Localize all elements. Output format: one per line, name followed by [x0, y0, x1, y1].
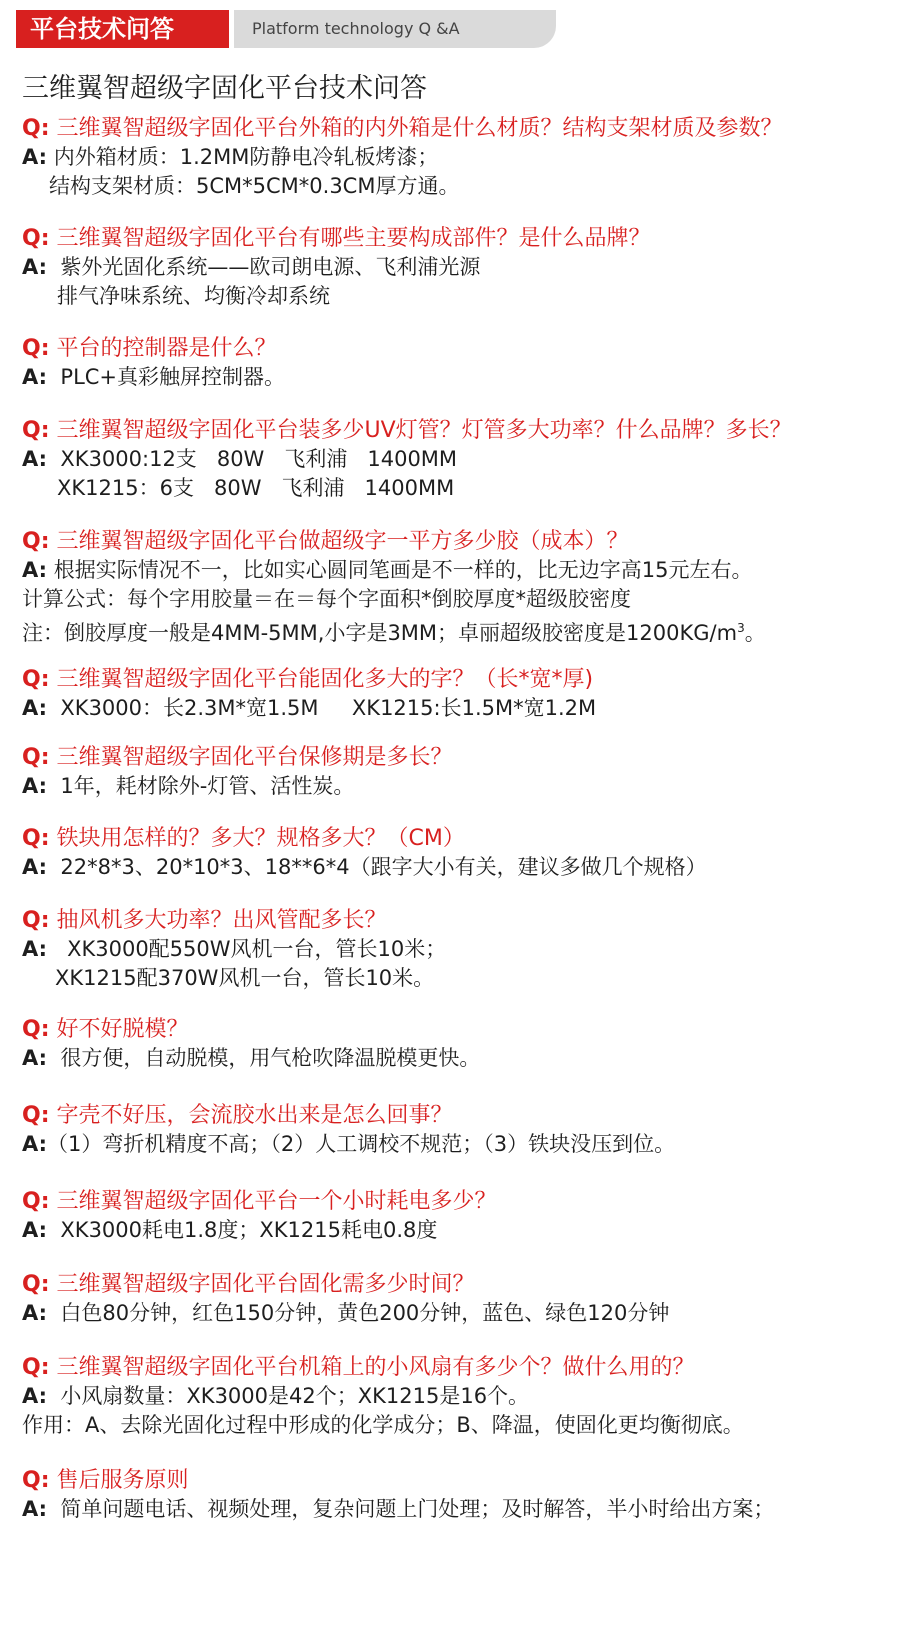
answer: A: 1年，耗材除外-灯管、活性炭。 [22, 774, 355, 798]
section-header-label: 平台技术问答 [16, 10, 229, 48]
qa-item [22, 824, 892, 882]
qa-item [22, 1353, 892, 1440]
question: Q: 抽风机多大功率？出风管配多长？ [22, 908, 387, 933]
question: Q: 平台的控制器是什么？ [22, 336, 277, 361]
answer-purpose: 作用：A、去除光固化过程中形成的化学成分；B、降温，使固化更均衡彻底。 [22, 1413, 744, 1437]
section-header [16, 10, 556, 48]
question: Q: 售后服务原则 [22, 1468, 189, 1493]
qa-item [22, 334, 892, 392]
question: Q: 三维翼智超级字固化平台做超级字一平方多少胶（成本）？ [22, 529, 629, 554]
question: Q: 三维翼智超级字固化平台一个小时耗电多少？ [22, 1189, 497, 1214]
question: Q: 三维翼智超级字固化平台外箱的内外箱是什么材质？结构支架材质及参数？ [22, 116, 783, 141]
answer: A: XK3000:12支 80W 飞利浦 1400MM [22, 447, 458, 471]
answer: A: XK3000：长2.3M*宽1.5M XK1215:长1.5M*宽1.2M [22, 696, 597, 720]
qa-item [22, 1466, 892, 1524]
answer: A: XK3000耗电1.8度；XK1215耗电0.8度 [22, 1218, 438, 1242]
qa-item [22, 665, 892, 723]
qa-item [22, 743, 892, 801]
answer: A: PLC+真彩触屏控制器。 [22, 365, 286, 389]
qa-item [22, 1101, 892, 1159]
question: Q: 铁块用怎样的？多大？规格多大？（CM） [22, 826, 465, 851]
answer: A: 根据实际情况不一，比如实心圆同笔画是不一样的，比无边字高15元左右。 [22, 558, 753, 582]
answer-note: 注：倒胶厚度一般是4MM-5MM,小字是3MM；卓丽超级胶密度是$1200KG/m^3$。 [22, 621, 766, 645]
question: Q: 三维翼智超级字固化平台机箱上的小风扇有多少个？做什么用的？ [22, 1355, 695, 1380]
answer: A: 紫外光固化系统——欧司朗电源、飞利浦光源 [22, 255, 481, 279]
qa-item [22, 224, 892, 311]
answer-line: 排气净味系统、均衡冷却系统 [57, 284, 330, 308]
question: Q: 三维翼智超级字固化平台固化需多少时间？ [22, 1272, 475, 1297]
qa-item [22, 527, 892, 648]
qa-item [22, 1187, 892, 1245]
answer: A: 内外箱材质：1.2MM防静电冷轧板烤漆； [22, 145, 439, 169]
answer-formula: 计算公式：每个字用胶量＝在＝每个字面积*倒胶厚度*超级胶密度 [22, 587, 631, 611]
answer-line: XK1215：6支 80W 飞利浦 1400MM [57, 476, 455, 500]
qa-item [22, 114, 892, 201]
qa-item [22, 1015, 892, 1073]
section-header-subtitle: Platform technology Q &A [234, 10, 556, 48]
answer: A: 小风扇数量：XK3000是42个；XK1215是16个。 [22, 1384, 530, 1408]
question: Q: 字壳不好压，会流胶水出来是怎么回事？ [22, 1103, 453, 1128]
answer: A: XK3000配550W风机一台，管长10米； [22, 937, 447, 961]
answer-line: 结构支架材质：5CM*5CM*0.3CM厚方通。 [49, 174, 460, 198]
page-title: 三维翼智超级字固化平台技术问答 [22, 73, 427, 104]
answer: A: 很方便，自动脱模，用气枪吹降温脱模更快。 [22, 1046, 481, 1070]
question: Q: 三维翼智超级字固化平台有哪些主要构成部件？是什么品牌？ [22, 226, 651, 251]
question: Q: 三维翼智超级字固化平台保修期是多长？ [22, 745, 453, 770]
answer: A: 白色80分钟，红色150分钟，黄色200分钟，蓝色、绿色120分钟 [22, 1301, 670, 1325]
answer-line: XK1215配370W风机一台，管长10米。 [55, 966, 435, 990]
question: Q: 好不好脱模？ [22, 1017, 189, 1042]
question: Q: 三维翼智超级字固化平台装多少UV灯管？灯管多大功率？什么品牌？多长？ [22, 418, 792, 443]
question: Q: 三维翼智超级字固化平台能固化多大的字？（长*宽*厚) [22, 667, 594, 692]
qa-item [22, 416, 892, 503]
answer: A:（1）弯折机精度不高；（2）人工调校不规范；（3）铁块没压到位。 [22, 1132, 676, 1156]
answer: A: 22*8*3、20*10*3、18**6*4（跟字大小有关，建议多做几个规格） [22, 855, 707, 879]
answer: A: 简单问题电话、视频处理，复杂问题上门处理；及时解答，半小时给出方案； [22, 1497, 775, 1521]
qa-item [22, 906, 892, 993]
qa-item [22, 1270, 892, 1328]
